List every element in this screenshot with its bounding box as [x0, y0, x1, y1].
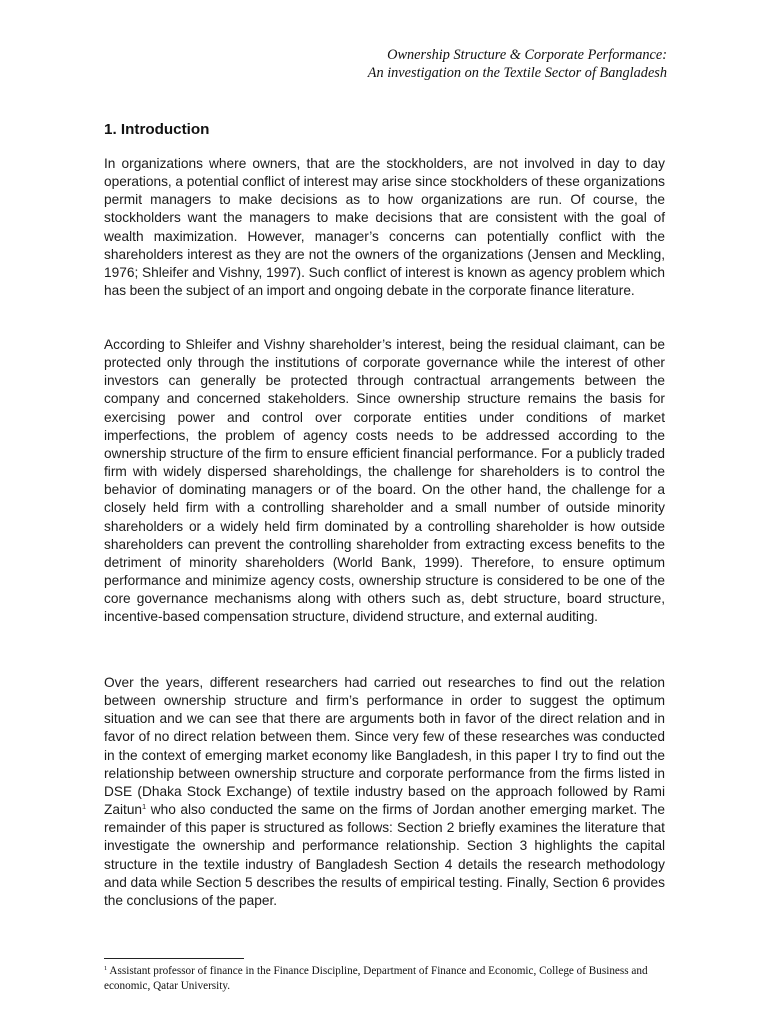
footnote-text: Assistant professor of finance in the Finance Discipline, Department of Finance and Economic, College of Business and economic, Qatar University.: [104, 965, 648, 992]
paragraph-2: According to Shleifer and Vishny shareholder’s interest, being the residual claimant, can be protected only through the institutions of corporate governance while the interest of other investors can generally be protected through contractual arrangements between the company and concerned stakeholders. Since ownership structure remains the basis for exercising power and control over corporate entities under conditions of market imperfections, the problem of agency costs needs to be addressed according to the ownership structure of the firm to ensure efficient financial performance. For a publicly traded firm with widely dispersed shareholdings, the challenge for shareholders is to control the behavior of dominating managers or of the board. On the other hand, the challenge for a closely held firm with a controlling shareholder and a small number of outside minority shareholders or a widely held firm dominated by a controlling shareholder is how outside shareholders can prevent the controlling shareholder from extracting excess benefits to the detriment of minority shareholders (World Bank, 1999). Therefore, to ensure optimum performance and minimize agency costs, ownership structure is considered to be one of the core governance mechanisms along with others such as, debt structure, board structure, incentive-based compensation structure, dividend structure, and external auditing.: [104, 337, 665, 625]
paragraph-3: [104, 674, 665, 910]
running-header-line-2: An investigation on the Textile Sector of Bangladesh: [367, 65, 667, 81]
footnote: [104, 964, 665, 993]
section-heading: 1. Introduction: [104, 121, 210, 138]
paragraph-1: In organizations where owners, that are the stockholders, are not involved in day to day operations, a potential conflict of interest may arise since stockholders of these organizations permit managers to make decisions as to how organizations are run. Of course, the stockholders want the managers to make decisions that are consistent with the goal of wealth maximization. However, manager’s concerns can potentially conflict with the shareholders interest as they are not the owners of the organizations (Jensen and Meckling, 1976; Shleifer and Vishny, 1997). Such conflict of interest is known as agency problem which has been the subject of an import and ongoing debate in the corporate finance literature.: [104, 156, 665, 299]
paragraph-3-text-after-note: who also conducted the same on the firms of Jordan another emerging market. The remainder of this paper is structured as follows: Section 2 briefly examines the literature that investigate the ownership and performance relationship. Section 3 highlights the capital structure in the textile industry of Bangladesh Section 4 details the research methodology and data while Section 5 describes the results of empirical testing. Finally, Section 6 provides the conclusions of the paper.: [104, 802, 665, 908]
footnote-reference: 1: [142, 802, 147, 812]
running-header-line-1: Ownership Structure & Corporate Performance:: [387, 47, 667, 63]
footnote-separator: [104, 958, 244, 959]
running-header: [147, 46, 667, 82]
footnote-marker: 1: [104, 965, 108, 972]
paragraph-3-text-before-note: Over the years, different researchers had carried out researches to find out the relation between ownership structure and firm’s performance in order to suggest the optimum situation and we can see that there are arguments both in favor of the direct relation and in favor of no direct relation between them. Since very few of these researches was conducted in the context of emerging market economy like Bangladesh, in this paper I try to find out the relationship between ownership structure and corporate performance from the firms listed in DSE (Dhaka Stock Exchange) of textile industry based on the approach followed by Rami Zaitun: [104, 675, 665, 818]
